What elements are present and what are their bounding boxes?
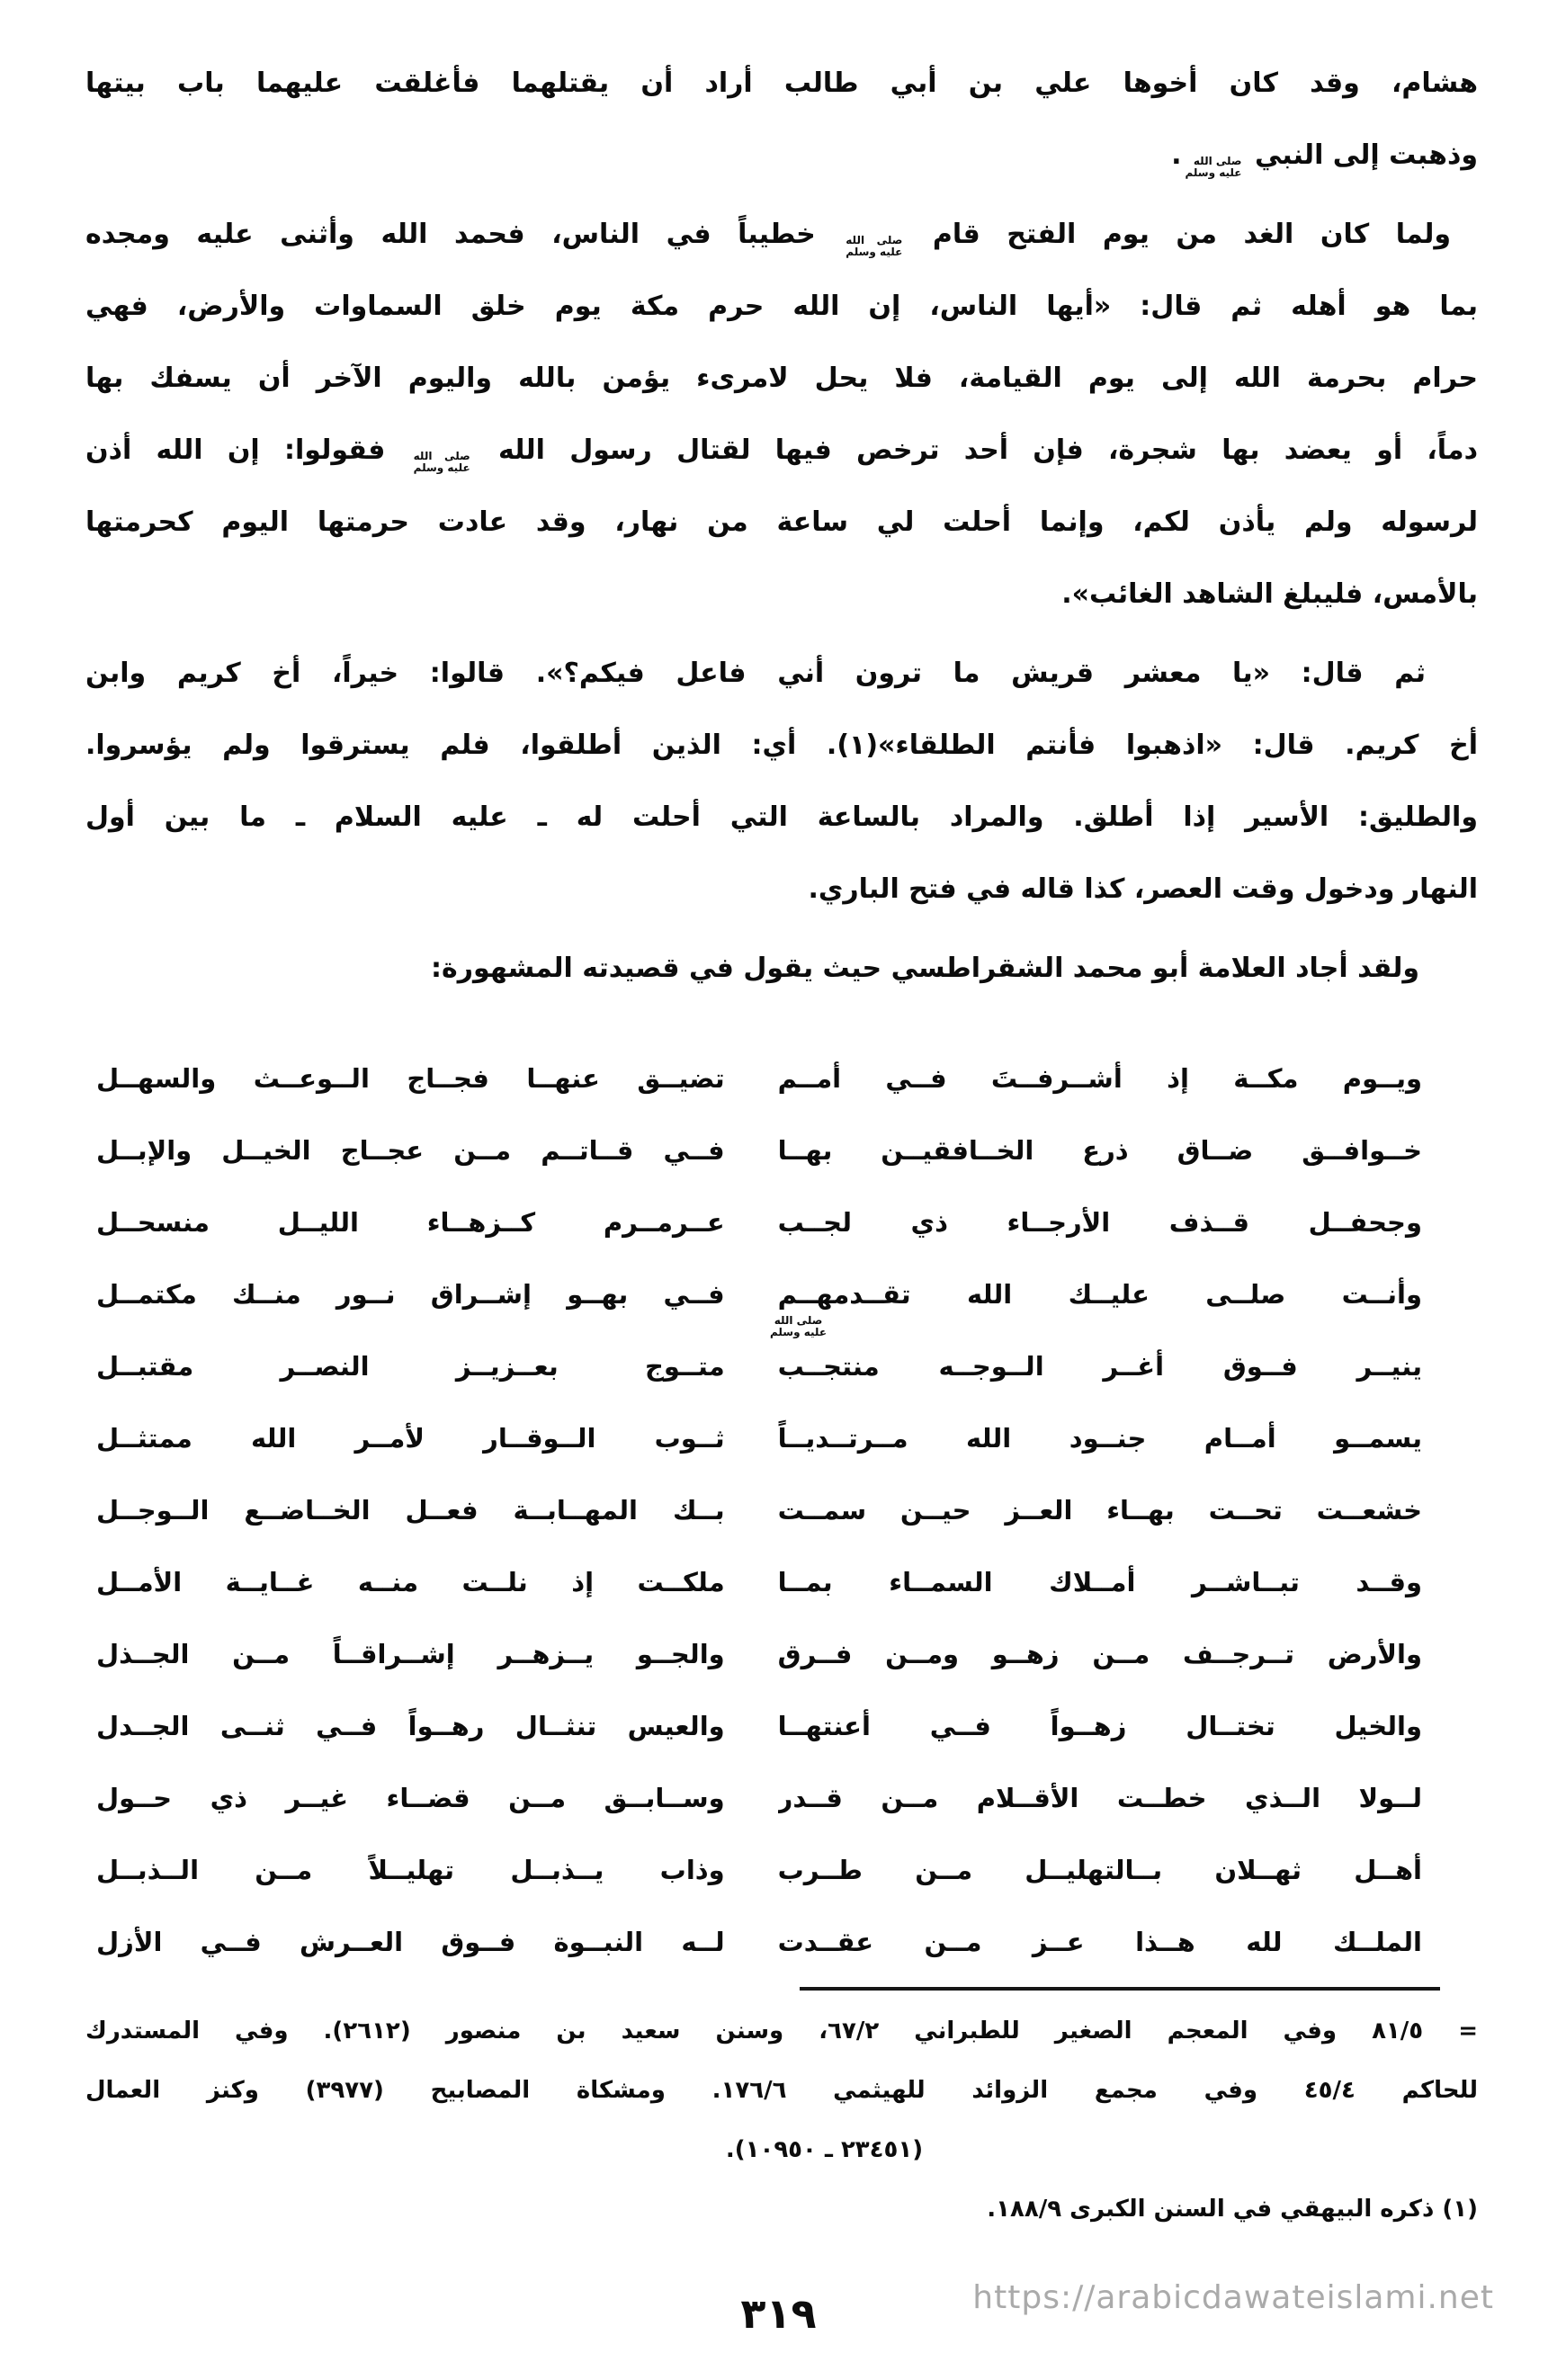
poem-hemistich-left: تضيــق عنهــا فجــاج الــوعــث والسهــل [96,1063,725,1094]
watermark-url: https://arabicdawateislami.net [972,2279,1494,2316]
poem-couplet-row [96,1258,1422,1330]
poem-couplet-row [96,1186,1422,1258]
footnote-line: (١) ذكره البيهقي في السنن الكبرى ١٨٨/٩. [987,2196,1478,2223]
poem-couplet-row [96,1114,1422,1186]
prose-line: ولقد أجاد العلامة أبو محمد الشقراطسي حيث يقول في قصيدته المشهورة: [431,953,1419,984]
poem-hemistich-left: لــه النبــوة فــوق العــرش فــي الأزل [96,1927,725,1957]
poem-hemistich-right: الملــك لله هــذا عــز مــن عقــدت [777,1927,1422,1957]
poem-hemistich-right: ويــوم مكــة إذ أشــرفــتَ فــي أمــم [777,1063,1422,1094]
salawat-ligature-icon: صلى الله عليه وسلم [413,449,470,474]
poem-hemistich-left: وذاب يــذبــل تهليــلاً مــن الــذبــل [96,1855,725,1885]
prose-line: أخ كريم. قال: «اذهبوا فأنتم الطلقاء»(١). أي: الذين أطلقوا، فلم يسترقوا ولم يؤسروا. [85,729,1478,761]
poem-hemistich-left: متــوج بعــزيــز النصــر مقتبــل [96,1351,725,1382]
footnote-line: = ٨١/٥ وفي المعجم الصغير للطبراني ٦٧/٢، وسنن سعيد بن منصور (٢٦١٢). وفي المستدرك [85,2018,1478,2044]
poem-couplet-row [96,1618,1422,1690]
prose-line: دماً، أو يعضد بها شجرة، فإن أحد ترخص فيها لقتال رسول الله صلى الله عليه وسلم فقولوا: إن الله أذن [85,434,1478,474]
poem-hemistich-right: يسمــو أمــام جنــود الله مــرتــديــاً [777,1423,1422,1454]
prose-paragraph [85,199,1478,631]
poem-couplet-row [96,1690,1422,1762]
poem-couplet-row [96,1906,1422,1978]
footnote-separator [800,1987,1440,1991]
prose-line: بالأمس، فليبلغ الشاهد الغائب». [1061,578,1478,610]
poem-hemistich-right: لــولا الــذي خطــت الأقــلام مــن قــدر [777,1783,1422,1813]
poem-hemistich-right: أهــل ثهــلان بــالتهليــل مــن طــرب [777,1855,1422,1885]
poem-hemistich-right: خشعــت تحــت بهــاء العــز حيــن سمــت [777,1495,1422,1526]
poem-couplet-row [96,1546,1422,1618]
prose-line: ثم قال: «يا معشر قريش ما ترون أني فاعل فيكم؟». قالوا: خيراً، أخ كريم وابن [85,658,1426,689]
poem-couplet-row [96,1762,1422,1834]
salawat-ligature-icon: صلى الله عليه وسلم [846,233,903,258]
poem-hemistich-left: فــي بهــو إشــراق نــور منــك مكتمــل [96,1279,725,1310]
salawat-under-mark [766,1315,830,1339]
prose-line: لرسوله ولم يأذن لكم، وإنما أحلت لي ساعة من نهار، وقد عادت حرمتها اليوم كحرمتها [85,506,1478,538]
poem-hemistich-left: ثــوب الــوقــار لأمــر الله ممتثــل [96,1423,725,1454]
prose-paragraph [85,48,1478,192]
poem-hemistich-left: ملكــت إذ نلــت منــه غــايــة الأمــل [96,1567,725,1597]
page-content [85,0,1478,2239]
page-number: ٣١٩ [740,2289,817,2338]
poem-hemistich-right: وجحفــل قــذف الأرجــاء ذي لجــب [777,1207,1422,1238]
poem-section [85,1042,1478,1978]
prose-section [85,48,1478,1005]
poem-couplet-row [96,1402,1422,1474]
salawat-ligature-icon: صلى الله عليه وسلم [770,1314,828,1339]
poem-couplet-row [96,1474,1422,1546]
poem-hemistich-right: والخيل تختــال زهــواً فــي أعنتهــا [777,1711,1422,1741]
poem-couplet-row [96,1330,1422,1402]
footnote-line: للحاكم ٤٥/٤ وفي مجمع الزوائد للهيثمي ١٧٦/٦. ومشكاة المصابيح (٣٩٧٧) وكنز العمال [85,2077,1478,2104]
poem-hemistich-right: وقــد تبــاشــر أمــلاك السمــاء بمــا [777,1567,1422,1597]
prose-line: حرام بحرمة الله إلى يوم القيامة، فلا يحل لامرىء يؤمن بالله واليوم الآخر أن يسفك بها [85,362,1478,394]
prose-line: النهار ودخول وقت العصر، كذا قاله في فتح الباري. [808,873,1478,905]
poem-couplet-row [96,1834,1422,1906]
poem-hemistich-right: والأرض تــرجــف مــن زهــو ومــن فــرق [777,1639,1422,1669]
poem-hemistich-left: والجــو يــزهــر إشــراقــاً مــن الجــذل [96,1639,725,1669]
salawat-ligature-icon: صلى الله عليه وسلم [1185,154,1242,179]
poem-hemistich-right: ينيــر فــوق أغــر الــوجــه منتجــب [777,1351,1422,1382]
footnote-line: (٢٣٤٥١ ـ ١٠٩٥٠). [725,2136,924,2163]
poem-couplet-row [96,1042,1422,1114]
poem-hemistich-left: عــرمــرم كــزهــاء الليــل منسحــل [96,1207,725,1238]
prose-line: هشام، وقد كان أخوها علي بن أبي طالب أراد أن يقتلهما فأغلقت عليهما باب بيتها [85,67,1478,99]
prose-line: بما هو أهله ثم قال: «أيها الناس، إن الله حرم مكة يوم خلق السماوات والأرض، فهي [85,291,1478,322]
poem-hemistich-right: خــوافــق ضــاق ذرع الخــافقيــن بهــا [777,1135,1422,1166]
footnotes-section [85,2001,1478,2239]
prose-line: ولما كان الغد من يوم الفتح قام صلى الله عليه وسلم خطيباً في الناس، فحمد الله وأثنى عليه ومجده [85,219,1451,258]
poem-hemistich-right: وأنــت صلــى عليــك الله تقــدمهــم [777,1279,1422,1310]
poem-hemistich-left: فــي قــاتــم مــن عجــاج الخيــل والإبــل [96,1135,725,1166]
prose-line: وذهبت إلى النبي صلى الله عليه وسلم . [1171,139,1478,179]
poem-hemistich-left: وســابــق مــن قضــاء غيــر ذي حــول [96,1783,725,1813]
prose-line: والطليق: الأسير إذا أطلق. والمراد بالساعة التي أحلت له ـ عليه السلام ـ ما بين أول [85,801,1478,833]
poem-hemistich-left: بــك المهــابــة فعــل الخــاضــع الــوجــل [96,1495,725,1526]
prose-paragraph [85,638,1478,926]
poem-hemistich-left: والعيس تنثــال رهــواً فــي ثنــى الجــدل [96,1711,725,1741]
prose-paragraph [85,933,1478,1005]
